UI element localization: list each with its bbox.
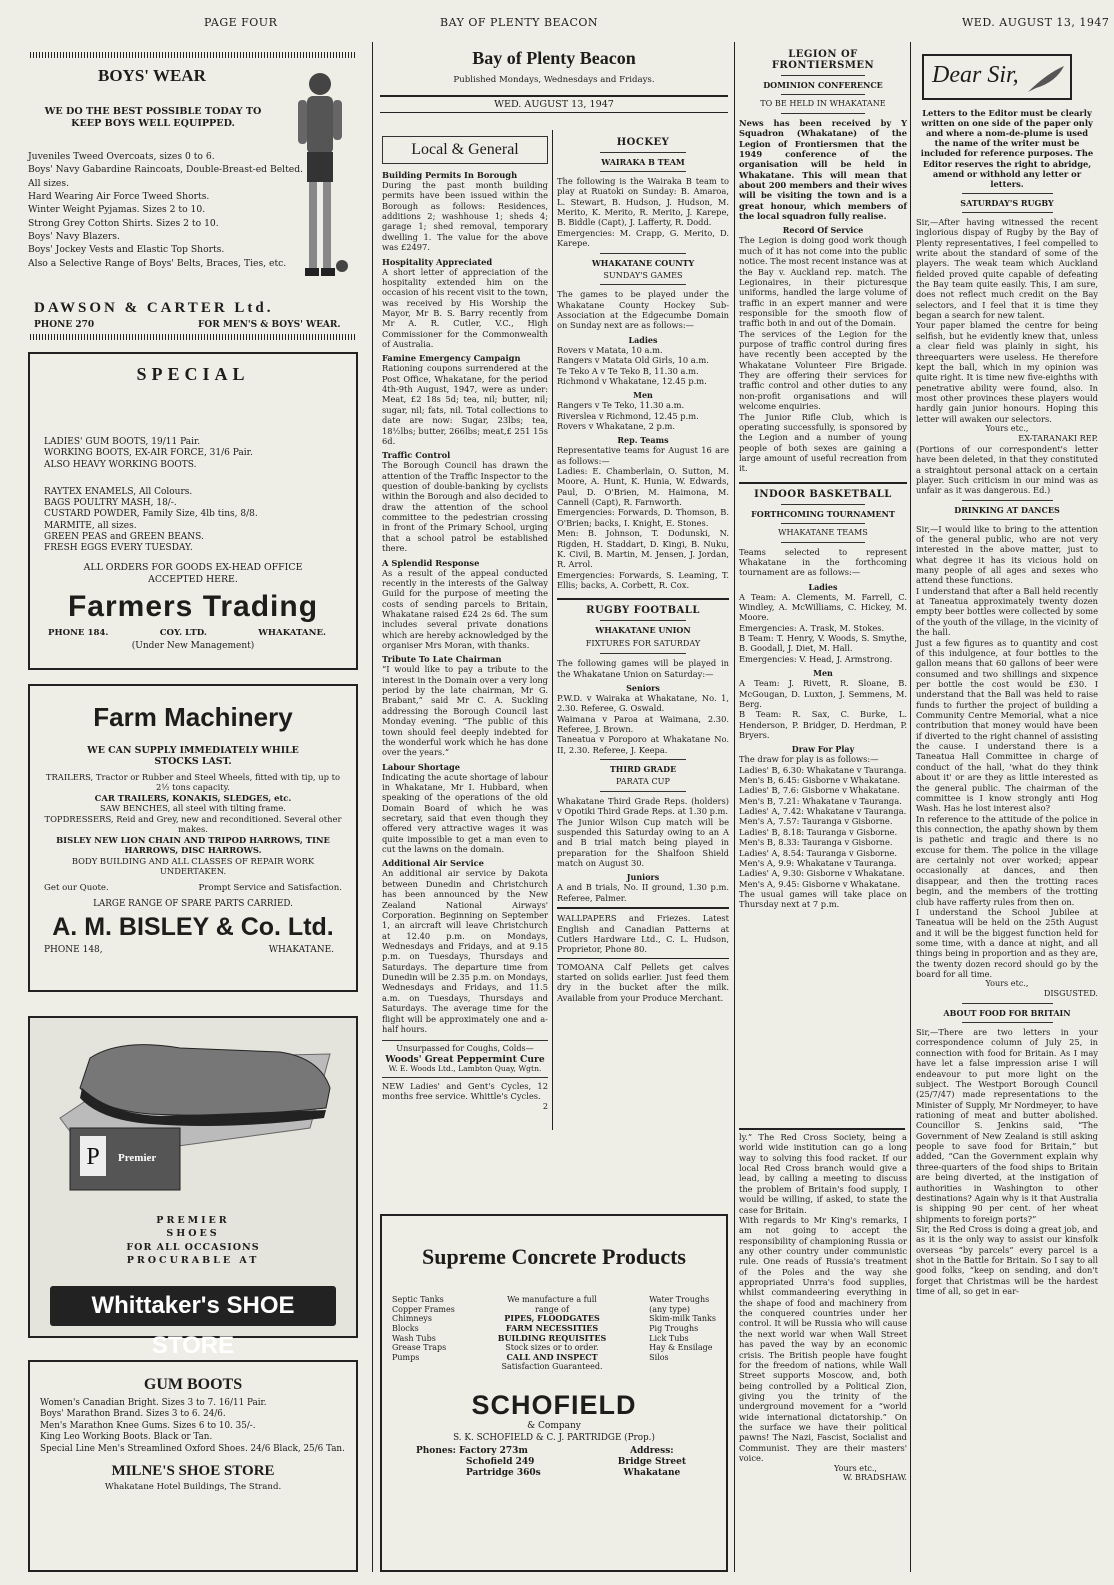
firm-details bbox=[48, 628, 326, 638]
list-item: MARMITE, all sizes. bbox=[44, 520, 137, 531]
ad-subtitle: WE CAN SUPPLY IMMEDIATELY WHILE STOCKS LAST. bbox=[87, 745, 299, 768]
list-item: FARM NECESSITIES bbox=[505, 1323, 599, 1334]
article-body: Men: B. Johnson, T. Dodunski, N. Rigden, H. Staddart, D. Kingi, B. Nuku, K. Civil, B. Martin, M. Jensen, J. Jordan, R. Arrol. bbox=[557, 528, 729, 570]
list-item: Men's Marathon Knee Gums. Sizes 6 to 10. 35/-. bbox=[40, 1420, 256, 1431]
ad-column-mid bbox=[498, 1295, 607, 1372]
fixture: Ladies' A, 8.54: Tauranga v Gisborne. bbox=[739, 847, 898, 858]
legion-basketball-column bbox=[739, 46, 907, 1124]
gum-boots-ad bbox=[28, 1360, 358, 1572]
masthead bbox=[380, 46, 728, 130]
article-body: “I would like to pay a tribute to the interest in the Domain over a very long period by the late chairman, Mr G. Brabant,” said Mr C. A. Suckling addressing the Borough Council last Monday evening. “The public of this town should feel deeply indebted for the wonderful work which he has done over the years.” bbox=[382, 664, 548, 758]
firm-name: A. M. BISLEY & Co. Ltd. bbox=[52, 912, 334, 941]
phone-line: Partridge 360s bbox=[466, 1467, 541, 1478]
column-rule bbox=[734, 42, 735, 1572]
fixture: Te Teko A v Te Teko B, 11.30 a.m. bbox=[557, 365, 699, 376]
spare-parts: LARGE RANGE OF SPARE PARTS CARRIED. bbox=[93, 898, 293, 909]
article-body: Rationing coupons surrendered at the Post Office, Whakatane, for the period 4th-9th August, 1947, were as under: Meat, £2 18s 5d; tea, nil; butter, nil; sugar, nil; fats, nil. Total collections to date are now: Sugar, 23lbs; tea, 18½lbs; butter, 266lbs; meat,£ 251 15s 6d. bbox=[382, 363, 548, 446]
ad-line: TRAILERS, Tractor or Rubber and Steel Wheels, fitted with tip, up to 2½ tons capacity. bbox=[45, 771, 341, 793]
fixture: Taneatua v Poroporo at Whakatane No. II, 2.30. Referee, J. Keepa. bbox=[557, 734, 729, 755]
ad-line: PROCURABLE AT bbox=[126, 1254, 260, 1266]
list-item: Water Troughs bbox=[649, 1295, 710, 1305]
list-item: Winter Weight Pyjamas. Sizes 2 to 10. bbox=[28, 204, 206, 216]
ad-list bbox=[44, 437, 356, 471]
paper-name: BAY OF PLENTY BEACON bbox=[440, 16, 599, 29]
management-note: (Under New Management) bbox=[131, 640, 255, 651]
letter-heading: DRINKING AT DANCES bbox=[954, 504, 1060, 515]
address-line: Bridge Street bbox=[617, 1456, 686, 1467]
list-item: FRESH EGGS EVERY TUESDAY. bbox=[44, 543, 193, 553]
sports-column bbox=[557, 132, 729, 1132]
ad-text bbox=[30, 1214, 356, 1267]
article-body: Emergencies: Forwards, S. Leaming, T. Ellis; backs, A. Corbett, R. Cox. bbox=[557, 569, 729, 590]
section-subtitle: WHAKATANE UNION bbox=[595, 625, 691, 636]
list-item: RAYTEX ENAMELS, All Colours. bbox=[44, 486, 193, 497]
publication-days: Published Mondays, Wednesdays and Fridays. bbox=[453, 75, 655, 85]
address-line: Whakatane bbox=[623, 1467, 681, 1478]
letter-closing: Yours etc., bbox=[985, 978, 1029, 989]
boys-wear-ad bbox=[28, 62, 358, 330]
letters-column bbox=[916, 46, 1098, 1574]
editor-remark: (Portions of our correspondent's letter have been deleted, in that they constituted a straightout personal attack on a certain player. Such criticism in our mind was as unfair as it was dangerous. Ed.) bbox=[916, 443, 1098, 496]
service-text: Prompt Service and Satisfaction. bbox=[198, 882, 342, 893]
ad-line: CAR TRAILERS, KONAKIS, SLEDGES, etc. bbox=[94, 792, 292, 803]
letter-signature: EX-TARANAKI REP. bbox=[1018, 432, 1098, 443]
list-item: Hard Wearing Air Force Tweed Shorts. bbox=[28, 191, 210, 203]
team-list: A Team: J. Rivett, R. Sloane, B. McGougan, D. Luxton, J. Semmens, M. Berg. bbox=[739, 678, 907, 709]
letter-body: Your paper blamed the centre for being selfish, but he evidently knew that, unless a clear field was plainly in sight, his threequarters were useless. He therefore kept the ball, which in my opinion was quite right. It is time new five-eighths with penetrative ability were found, also. In most other provinces these players would hardly gain junior honours. Hoping this letter will awaken our selectors. bbox=[916, 320, 1098, 424]
firm-details bbox=[44, 945, 334, 955]
letter-body: I understand the School Jubilee at Taneatua will be held on the 25th August and it will be the biggest function held for some time, with a dance at night, and all things being in proportion and as they are, the twenty dozen record should go by the board for all time. bbox=[916, 906, 1098, 980]
address bbox=[618, 1446, 686, 1478]
subheading: Men bbox=[813, 668, 833, 679]
issue-date: WED. AUGUST 13, 1947 bbox=[962, 16, 1110, 29]
list-item: BAGS POULTRY MASH, 18/-. bbox=[44, 498, 177, 508]
contact-details bbox=[416, 1446, 686, 1478]
firm-suffix: & Company bbox=[527, 1421, 581, 1432]
list-item: Chimneys bbox=[392, 1314, 432, 1324]
list-item: Pig Troughs bbox=[649, 1324, 699, 1334]
list-item: Juveniles Tweed Overcoats, sizes 0 to 6. bbox=[28, 151, 215, 162]
list-item: Pumps bbox=[392, 1352, 420, 1362]
list-item: Strong Grey Cotton Shirts. Sizes 2 to 10. bbox=[28, 217, 219, 229]
quote-text: Get our Quote. bbox=[44, 882, 109, 893]
section-title: RUGBY FOOTBALL bbox=[586, 605, 700, 617]
subheading: Men bbox=[633, 390, 653, 401]
section-rule bbox=[739, 1128, 905, 1130]
shoe-ad bbox=[28, 1016, 358, 1359]
list-item: Blocks bbox=[392, 1324, 419, 1334]
fixture: Men's B, 7.21: Whakatane v Tauranga. bbox=[739, 795, 902, 806]
classified-ad-address: W. E. Woods Ltd., Lambton Quay, Wgtn. bbox=[388, 1064, 542, 1074]
phone: PHONE 148, bbox=[44, 944, 103, 955]
ad-title: Supreme Concrete Products bbox=[422, 1244, 686, 1269]
classified-ad: Unsurpassed for Coughs, Colds— bbox=[396, 1043, 534, 1054]
letter-signature: W. BRADSHAW. bbox=[842, 1472, 907, 1483]
list-item: Grease Traps bbox=[392, 1343, 447, 1353]
quote-line bbox=[44, 883, 342, 893]
article-lead: News has been received by Y Squadron (Whakatane) of the Legion of Frontiersmen that the 1949 conference of the organisation will be held in Whakatane. This will mean that about 200 members and their wives will be visiting the town and is a great honour, which members of the local squadron fully realise. bbox=[739, 117, 907, 222]
ad-body bbox=[38, 772, 348, 877]
article-body: The usual games will take place on Thursday next at 7 p.m. bbox=[739, 889, 907, 910]
fixture: Ladies' A, 9.30: Gisborne v Whakatane. bbox=[739, 868, 905, 879]
fixture: Rangers v Matata Old Girls, 10 a.m. bbox=[557, 355, 709, 366]
article-heading: Hospitality Appreciated bbox=[382, 256, 493, 267]
article-body: An additional air service by Dakota between Dunedin and Christchurch has been announced by the New Zealand National Airways' Corporation. Beginning on September 1, an aircraft will leave Christchurch at 12.40 p.m. on Mondays, Wednesdays and Fridays, and at 9.15 p.m. on Tuesdays, Thursdays and Saturdays. The departure time from Dunedin will be 2.35 p.m. on Mondays, Wednesdays and Fridays, and 11.5 a.m. on Tuesdays, Thursdays and Saturdays. The average time for the flight will be approximately one and a-half hours. bbox=[382, 868, 548, 1034]
fixture: Men's B, 8.33: Tauranga v Gisborne. bbox=[739, 837, 893, 848]
list-item: Also a Selective Range of Boys' Belts, Braces, Ties, etc. bbox=[28, 257, 287, 269]
section-subtitle: FIXTURES FOR SATURDAY bbox=[585, 638, 701, 649]
article-body: The Junior Wilson Cup match will be suspended this Saturday owing to an A and B trial match being played in preparation for the Shalfoon Shield match on August 30. bbox=[557, 816, 729, 869]
article-heading: Famine Emergency Campaign bbox=[382, 353, 521, 364]
team-list: B Team: T. Henry, V. Woods, S. Smythe, B. Goodall, J. Diet, M. Hall. bbox=[739, 633, 907, 654]
ad-column-right bbox=[649, 1295, 716, 1372]
list-item: Skim-milk Tanks bbox=[649, 1314, 716, 1324]
list-item: Boys' Navy Blazers. bbox=[28, 231, 120, 243]
logo-text: Dear Sir, bbox=[932, 62, 1019, 88]
subheading: Rep. Teams bbox=[617, 435, 669, 446]
section-subtitle: THIRD GRADE bbox=[609, 764, 677, 775]
ad-line: SHOES bbox=[166, 1228, 220, 1240]
list-item: PIPES, FLOODGATES bbox=[504, 1313, 600, 1324]
fixture: Ladies' A, 7.42: Whakatane v Tauranga. bbox=[739, 806, 907, 817]
article-heading: Building Permits In Borough bbox=[382, 170, 518, 180]
column-rule bbox=[372, 42, 373, 1572]
letter-body: In reference to the attitude of the police in this connection, the apathy shown by them is pathetic and tragic and there is no excuse for them. The police in the village are certainly not over worked; appear occasionally at dances, and then disappear, and then the trotting races begin, and the members of the trotting club have rafferty rules from then on. bbox=[916, 813, 1098, 907]
section-subtitle: TO BE HELD IN WHAKATANE bbox=[760, 98, 886, 108]
ornament-rule bbox=[30, 52, 355, 58]
team-list: B Team: R. Sax, C. Burke, L. Henderson, P. Bridger, D. Herdman, P. Bryers. bbox=[739, 709, 907, 740]
svg-text:P: P bbox=[86, 1144, 100, 1170]
special-ad bbox=[28, 352, 358, 670]
firm-name: MILNE'S SHOE STORE bbox=[111, 1463, 275, 1480]
quill-icon bbox=[1026, 64, 1066, 94]
concrete-ad bbox=[380, 1214, 728, 1572]
ad-list bbox=[28, 150, 310, 270]
team-list: A Team: A. Clements, M. Farrell, C. Windley, A. McWilliams, C. Hickey, M. Moore. bbox=[739, 591, 907, 623]
farm-machinery-ad bbox=[28, 684, 358, 992]
phone: PHONE 270 bbox=[34, 320, 95, 330]
ad-line: PREMIER bbox=[156, 1215, 230, 1226]
column-rule bbox=[552, 130, 553, 1130]
phones bbox=[416, 1446, 541, 1478]
phone-line: Phones: Factory 273m bbox=[416, 1446, 528, 1457]
subheading: Draw For Play bbox=[791, 744, 855, 755]
list-item: range of bbox=[535, 1304, 569, 1314]
list-item: LADIES' GUM BOOTS, 19/11 Pair. bbox=[44, 437, 201, 447]
list-item: Special Line Men's Streamlined Oxford Shoes. 24/6 Black, 25/6 Tan. bbox=[40, 1443, 345, 1454]
article-body: A and B trials, No. II ground, 1.30 p.m. Referee, Palmer. bbox=[557, 882, 729, 903]
section-title-box bbox=[382, 136, 548, 164]
town: WHAKATANE. bbox=[258, 627, 326, 638]
subheading: Seniors bbox=[626, 682, 660, 693]
orders-note: ALL ORDERS FOR GOODS EX-HEAD OFFICE ACCEPTED HERE. bbox=[83, 562, 303, 585]
article-body: Emergencies: Forwards, D. Thomson, B. O'Brien; backs, I. Knight, E. Stones. bbox=[557, 507, 729, 528]
letter-body: I understand that after a Ball held recently at Taneatua approximately twenty dozen empty beer bottles were collected by some of the youth of the village, in the vicinity of the hall. bbox=[916, 585, 1098, 638]
ad-title: BOYS' WEAR bbox=[98, 66, 206, 85]
article-body: The Legion is doing good work though much of it has not come into the public notice. The most recent instance was at the Bay v. Auckland rep. match. The Legionaires, in their picturesque uniforms, handled the large volume of traffic in an expert manner and were responsible for the smooth flow of traffic both in and out of the Domain. bbox=[739, 235, 907, 329]
ad-list bbox=[44, 487, 356, 555]
firm-name: Farmers Trading bbox=[67, 589, 319, 623]
list-item: WORKING BOOTS, EX-AIR FORCE, 31/6 Pair. bbox=[44, 448, 253, 459]
classified-ad: TOMOANA Calf Pellets get calves started on solids earlier. Just feed them dry in the bucket after the milk. Available from your Produce Merchant. bbox=[557, 961, 729, 1003]
tagline: FOR MEN'S & BOYS' WEAR. bbox=[198, 320, 341, 330]
article-body: During the past month building permits have been issued within the Borough as follows: Residences, additions 2; washhouse 1; sheds 4; garage 1; shed removal, temporary dwelling 1. The value for the above was £2497. bbox=[382, 180, 548, 253]
article-body: Representative teams for August 16 are as follows:— bbox=[557, 445, 729, 466]
ad-title: Farm Machinery bbox=[93, 702, 293, 732]
firm-name: SCHOFIELD bbox=[471, 1390, 637, 1421]
ad-line: TOPDRESSERS, Reid and Grey, new and reconditioned. Several other makes. bbox=[44, 813, 342, 835]
list-item: (any type) bbox=[649, 1304, 690, 1314]
letter-closing: Yours etc., bbox=[985, 423, 1029, 434]
ad-list bbox=[40, 1398, 346, 1455]
fixture: Riverslea v Richmond, 12.45 p.m. bbox=[557, 410, 699, 421]
list-item: King Leo Working Boots. Black or Tan. bbox=[40, 1432, 213, 1443]
masthead-title: Bay of Plenty Beacon bbox=[472, 48, 636, 68]
article-body: Indicating the acute shortage of labour in Whakatane, Mr I. Hubbard, when speaking of the operations of the old Domain Board of which he was secretary, said that even though they offered very attractive wages it was quite impossible to get a man even to cut the lawns on the domain. bbox=[382, 771, 548, 855]
ad-columns bbox=[392, 1295, 716, 1372]
fixture: Richmond v Whakatane, 12.45 p.m. bbox=[557, 375, 707, 386]
list-item: Copper Frames bbox=[392, 1304, 455, 1314]
article-body: Teams selected to represent Whakatane in the forthcoming tournament are as follows:— bbox=[739, 546, 907, 578]
phone: PHONE 184. bbox=[48, 627, 109, 638]
article-body: The services of the Legion for the purpose of traffic control during fires have recently been accepted by the Whakatane Volunteer Fire Brigade. They are offering their services for traffic control and other duties to any non-profit organisations and will welcome enquiries. bbox=[739, 328, 907, 412]
section-subtitle: SUNDAY'S GAMES bbox=[603, 269, 683, 280]
section-subtitle: FORTHCOMING TOURNAMENT bbox=[751, 508, 895, 519]
page-header bbox=[0, 8, 1114, 32]
local-general-column bbox=[382, 132, 548, 1132]
fixture: Ladies' B, 8.18: Tauranga v Gisborne. bbox=[739, 826, 898, 837]
list-item: Stock sizes or to order. bbox=[505, 1343, 599, 1353]
editor-note: Letters to the Editor must be clearly written on one side of the paper only and where a nom-de-plume is used the name of the writer must be included for reference purposes. The Editor reserves the right to abridge, amend or withhold any letter or letters. bbox=[920, 108, 1094, 189]
ad-title: GUM BOOTS bbox=[143, 1376, 243, 1393]
letter-body: ly.” The Red Cross Society, being a world wide institution can go a long way to solving this food racket. If our local Red Cross branch would give a lead, by calling a meeting to discuss the problem of Britain's food supply, I would be willing, if asked, to state the case for Britain. bbox=[739, 1132, 907, 1215]
list-item: Satisfaction Guaranteed. bbox=[501, 1362, 603, 1372]
boy-illustration bbox=[290, 66, 352, 306]
company-suffix: COY. LTD. bbox=[159, 627, 207, 638]
team-list: Emergencies: V. Head, J. Armstrong. bbox=[739, 653, 893, 664]
letter-body: Just a few figures as to quantity and cost of this indulgence, at four bottles to the gallon means that 60 gallons of beer were consumed and two shillings and sixpence per bottle the cost would be £30. I understand that the Ball was held to raise funds to further the project of building a Community Centre Memorial, what a nice contribution that money would have been if diverted to the right channel of assisting the cause. I understand there is a Taneatua Hall Committee in charge of conduct of the hall, 'what do they think about it' or are they as little interested as the general public. The chairman of the committee is I know strongly anti Hog Wash. Has he lost interest also? bbox=[916, 637, 1098, 814]
dear-sir-logo bbox=[922, 54, 1072, 100]
list-item: Silos bbox=[649, 1352, 669, 1362]
store-banner: Whittaker's SHOE STORE bbox=[50, 1286, 336, 1326]
article-body: Whakatane Third Grade Reps. (holders) v Opotiki Third Grade Reps. at 1.30 p.m. bbox=[557, 795, 729, 817]
letter-body: Sir,—I would like to bring to the attention of the general public, who are not very interested in the above matter, just to what degree it has its vicious hold on many people of all ages and sexes who attend these functions. bbox=[916, 523, 1098, 586]
fixture: Men's B, 6.45: Gisborne v Whakatane. bbox=[739, 775, 901, 786]
ad-intro: WE DO THE BEST POSSIBLE TODAY TO KEEP BOYS WELL EQUIPPED. bbox=[44, 106, 262, 130]
fixture: Waimana v Paroa at Waimana, 2.30. Referee, J. Brown. bbox=[557, 713, 729, 735]
list-item: Hay & Ensilage bbox=[649, 1343, 713, 1353]
ad-line: FOR ALL OCCASIONS bbox=[126, 1241, 260, 1253]
firm-name: DAWSON & CARTER Ltd. bbox=[34, 300, 274, 316]
list-item: Septic Tanks bbox=[392, 1295, 444, 1305]
article-body: The Junior Rifle Club, which is operating successfully, is sponsored by the Legion and a number of young people of both sexes are gaining a large amount of useful recreation from it. bbox=[739, 411, 907, 474]
ad-line: BISLEY NEW LION CHAIN AND TRIPOD HARROWS, TINE HARROWS, DISC HARROWS. bbox=[56, 834, 330, 856]
article-heading: Labour Shortage bbox=[382, 761, 461, 772]
article-body: The following games will be played in the Whakatane Union on Saturday:— bbox=[557, 658, 729, 679]
list-item: Boys' Navy Gabardine Raincoats, Double-Breast-ed Belted. All sizes. bbox=[28, 164, 304, 189]
list-item: ALSO HEAVY WORKING BOOTS. bbox=[44, 459, 197, 470]
subheading: Record Of Service bbox=[782, 225, 864, 236]
list-item: BUILDING REQUISITES bbox=[497, 1332, 607, 1343]
fixture: Rovers v Matata, 10 a.m. bbox=[557, 344, 663, 355]
classified-ad-number: 2 bbox=[542, 1100, 548, 1111]
red-cross-letter bbox=[739, 1132, 907, 1574]
fixture: Ladies' B, 7.6: Gisborne v Whakatane. bbox=[739, 785, 900, 796]
ad-line: BODY BUILDING AND ALL CLASSES OF REPAIR WORK UNDERTAKEN. bbox=[71, 855, 315, 877]
shoe-illustration bbox=[30, 1018, 356, 1208]
ad-title: SPECIAL bbox=[136, 364, 250, 384]
fixture: P.W.D. v Wairaka at Whakatane, No. 1, 2.30. Referee, G. Oswald. bbox=[557, 692, 729, 714]
list-item: Boys' Marathon Brand. Sizes 3 to 6. 24/6. bbox=[40, 1409, 226, 1420]
letter-body: Sir,—After having witnessed the recent inglorious dispay of Rugby by the Bay of Plenty representatives, I feel compelled to write about the standard of some of the players. The weak team which Auckland fielded proved quite capable of defeating the Bay team quite easily. This, I am sure, does not reflect much credit on the Bay selectors, and I feel that it is time they began a search for new talent. bbox=[916, 216, 1098, 321]
section-title: Local & General bbox=[411, 141, 519, 158]
page-number: PAGE FOUR bbox=[204, 16, 278, 29]
box-label: Premier bbox=[118, 1152, 157, 1164]
article-heading: Tribute To Late Chairman bbox=[382, 654, 502, 665]
article-heading: Traffic Control bbox=[382, 450, 451, 461]
town: WHAKATANE. bbox=[268, 944, 334, 955]
list-item: Wash Tubs bbox=[392, 1333, 436, 1343]
list-item: Boys' Jockey Vests and Elastic Top Shorts. bbox=[28, 244, 225, 256]
fixture: Men's A, 9.45: Gisborne v Whakatane. bbox=[739, 878, 901, 889]
fixture: Rovers v Whakatane, 2 p.m. bbox=[557, 420, 675, 431]
classified-ad-title: Woods' Great Peppermint Cure bbox=[385, 1054, 545, 1066]
letter-body: Sir,—There are two letters in your correspondence column of July 25, in connection with food for Britain. As I may have let a false impression arise I will endeavour to put more light on the subject. The Westport Borough Council (25/7/47) made representations to the Minister of Supply, Mr Nordmeyer, to have rationing of meat and butter abolished. Councillor S. Jenkins said, “The Government of New Zealand is still asking people to save food for Britain,” but added, “Can the Government explain why three-quarters of the food ships to Britain are being diverted, at the instigation of authorities in Washington to other destinations? Again why is it that Australia is shipping 90 per cent. of her wheat shipments to foreign ports?” bbox=[916, 1027, 1098, 1224]
section-subtitle: DOMINION CONFERENCE bbox=[763, 80, 883, 90]
article-body: As a result of the appeal conducted recently in the interests of the Galway Guild for the purpose of meeting the costs of sending parcels to Britain, Whakatane raised £24 2s 6d. The sum includes several private donations which are hereby acknowledged by the organiser Mrs Moran, with thanks. bbox=[382, 567, 548, 651]
letter-heading: SATURDAY'S RUGBY bbox=[960, 197, 1054, 208]
list-item: Lick Tubs bbox=[649, 1333, 689, 1343]
list-item: CALL AND INSPECT bbox=[506, 1351, 598, 1362]
section-subtitle: WHAKATANE COUNTY bbox=[591, 257, 695, 268]
column-rule bbox=[910, 42, 911, 1572]
list-item: CUSTARD POWDER, Family Size, 4lb tins, 8/8. bbox=[44, 509, 258, 520]
fixture: Men's A, 7.57: Tauranga v Gisborne. bbox=[739, 816, 893, 827]
subheading: Juniors bbox=[626, 872, 660, 883]
phone-line: Schofield 249 bbox=[466, 1456, 535, 1467]
ad-column-left bbox=[392, 1295, 455, 1372]
section-title: INDOOR BASKETBALL bbox=[754, 488, 892, 500]
section-title: LEGION OF FRONTIERSMEN bbox=[771, 49, 875, 71]
article-body: The games to be played under the Whakatane County Hockey Sub-Association at the Edgecumbe Domain on Sunday next are as follows:— bbox=[557, 289, 729, 331]
letter-heading: ABOUT FOOD FOR BRITAIN bbox=[943, 1008, 1071, 1019]
section-subtitle: WAIRAKA B TEAM bbox=[601, 157, 685, 167]
fixture: Rangers v Te Teko, 11.30 a.m. bbox=[557, 400, 685, 411]
letter-signature: DISGUSTED. bbox=[1043, 988, 1098, 999]
article-body: A short letter of appreciation of the hospitality extended him on the occasion of his recent visit to the town, was received by His Worship the Mayor, Mr B. S. Barry recently from Mr A. R. Cutler, V.C., High Commissioner for the Commonwealth of Australia. bbox=[382, 266, 548, 350]
address: Whakatane Hotel Buildings, The Strand. bbox=[104, 1482, 282, 1493]
letter-body: Sir, the Red Cross is doing a great job, and as it is the only way to assist our kinsfolk overseas “by parcels” every parcel is a shot in the Battle for Britain. So I say to all good folks, “keep on sending, and don't forget that Christmas will be the hardest time of all, so get in ear- bbox=[916, 1223, 1098, 1297]
letter-body: With regards to Mr King's remarks, I am not going to accept the responsibility of championing Russia or any other country under communistic rule. One reads of Russia's treatment of the Poles and the way she appropriated Unrra's food supplies, whilst commandeering everything in the shape of food and machinery from the conquered countries under her control. It will be Russia who will cause the next world war when Wall Street has paved the way by an economic crisis. The British people have fought for the freedom of nations, while Wall Street supports Moscow, and, both being controlled by a Political Zion, giving you the trinity of the underground movement for a “world wide international dictatorship.” On the surface we have their political pawns! The Nazi, Fascist, Socialist and Communist. They are their masters' voice. bbox=[739, 1214, 907, 1464]
ornament-rule bbox=[30, 334, 355, 340]
article-body: Emergencies: M. Crapp, G. Merito, D. Karepe. bbox=[557, 227, 729, 249]
letter-closing: Yours etc., bbox=[833, 1462, 877, 1473]
fixture: Ladies' B, 6.30: Whakatane v Tauranga. bbox=[739, 764, 907, 775]
proprietors: S. K. SCHOFIELD & C. J. PARTRIDGE (Prop.) bbox=[453, 1433, 655, 1444]
article-heading: Additional Air Service bbox=[382, 858, 484, 869]
section-subtitle: WHAKATANE TEAMS bbox=[778, 526, 868, 537]
masthead-date: WED. AUGUST 13, 1947 bbox=[494, 99, 614, 110]
ad-line: SAW BENCHES, all steel with tilting frame. bbox=[100, 803, 286, 814]
article-heading: A Splendid Response bbox=[382, 557, 480, 568]
list-item: GREEN PEAS and GREEN BEANS. bbox=[44, 531, 204, 542]
list-item: We manufacture a full bbox=[507, 1295, 597, 1305]
section-title: HOCKEY bbox=[616, 137, 670, 148]
subheading: Ladies bbox=[628, 334, 658, 345]
list-item: Women's Canadian Bright. Sizes 3 to 7. 16/11 Pair. bbox=[40, 1398, 267, 1408]
article-body: Ladies: E. Chamberlain, O. Sutton, M. Moore, A. Hunt, K. Hunia, W. Edwards, Paul, D. O'Brien, M. Haimona, M. Cannell (Capt), R. Farnworth. bbox=[557, 466, 729, 508]
fixture: Men's A, 9.9: Whakatane v Tauranga. bbox=[739, 857, 897, 868]
address-line: Address: bbox=[630, 1446, 674, 1457]
article-body: The following is the Wairaka B team to play at Ruatoki on Sunday: B. Amaroa, L. Stewart, B. Hudson, J. Hudson, M. Merito, K. Merito, R. Merito, J. Karepe, B. Biddle (Capt), J. Lafferty, R. Dodd. bbox=[557, 176, 729, 228]
article-body: The Borough Council has drawn the attention of the Traffic Inspector to the question of double-banking by cyclists within the Borough and also decided to draw the attention of the school committee to the pedestrian crossing in front of the Primary School, urging that a school patrol be established there. bbox=[382, 460, 548, 554]
team-list: Emergencies: A. Trask, M. Stokes. bbox=[739, 622, 885, 633]
section-subtitle: PARATA CUP bbox=[616, 776, 670, 787]
classified-ad: WALLPAPERS and Friezes. Latest English and Canadian Patterns at Cutlers Hardware Ltd., C. L. Hudson, Proprietor, Phone 80. bbox=[557, 913, 729, 955]
classified-ad: NEW Ladies' and Gent's Cycles, 12 months free service. Whittle's Cycles. bbox=[382, 1081, 548, 1102]
article-body: The draw for play is as follows:— bbox=[739, 754, 879, 765]
subheading: Ladies bbox=[808, 581, 838, 592]
